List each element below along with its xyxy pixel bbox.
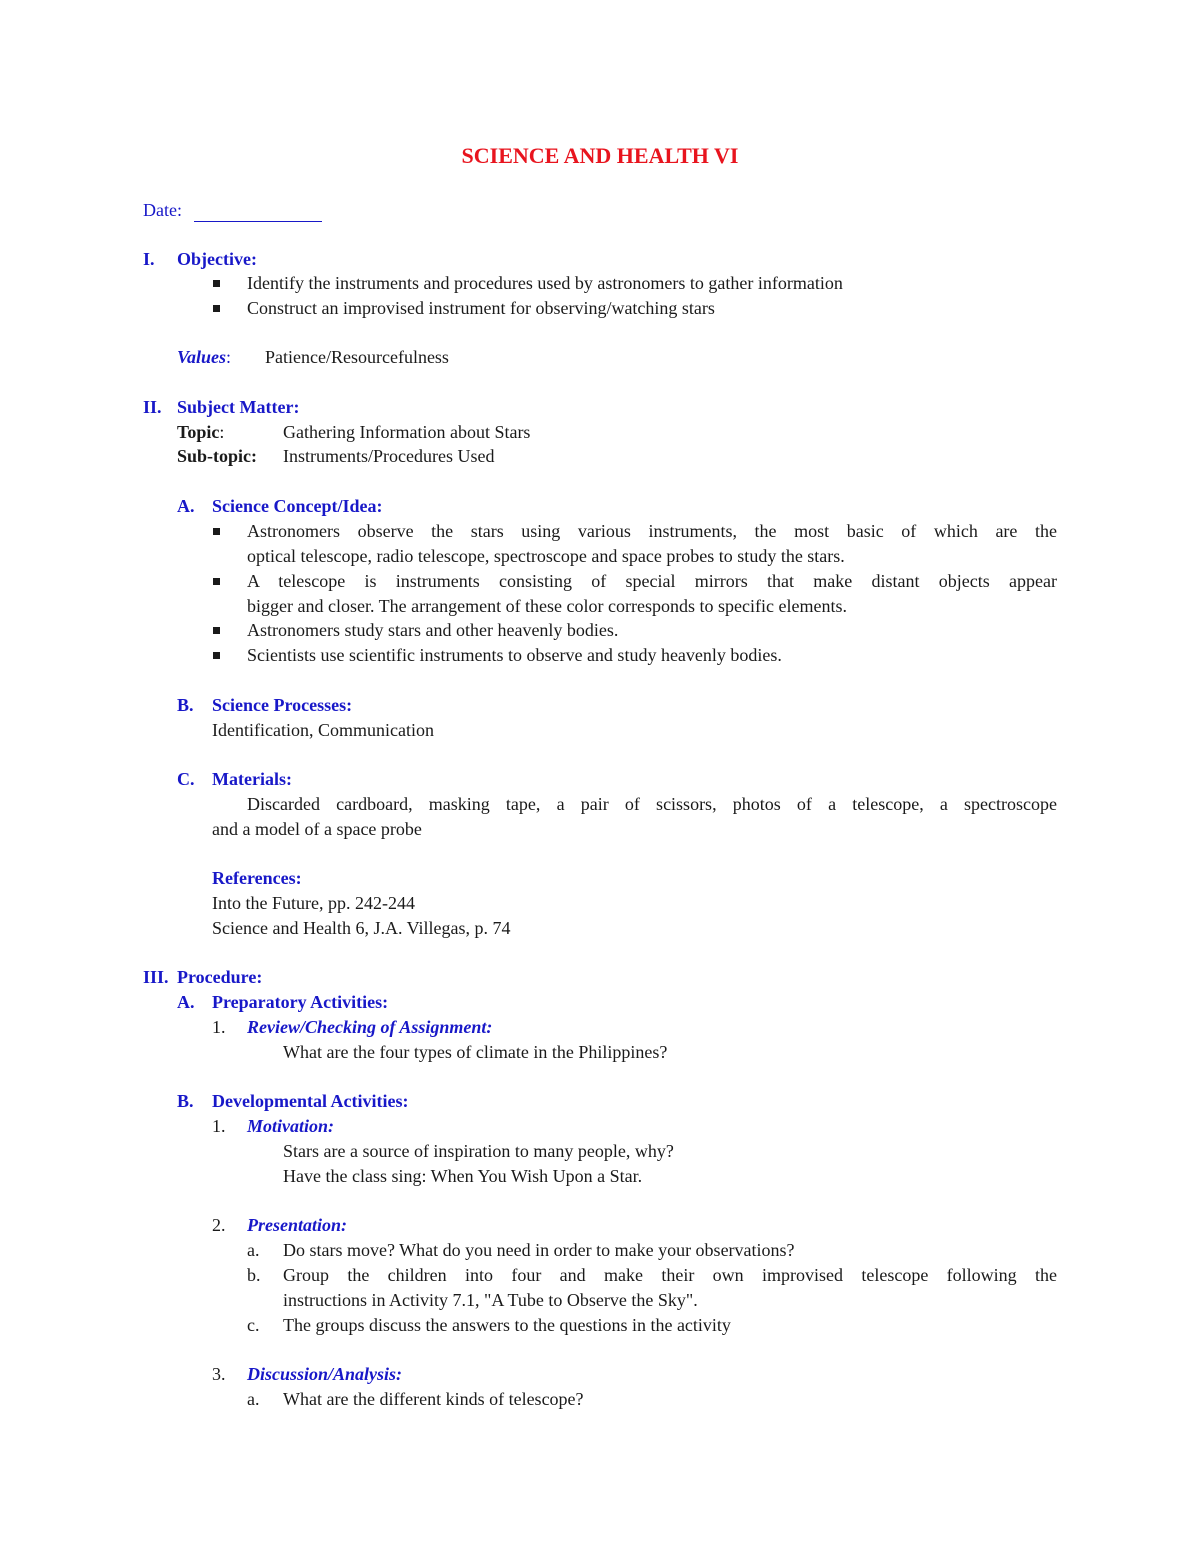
bullet-icon xyxy=(213,280,220,287)
concept-bullet-1-cont: optical telescope, radio telescope, spectroscope and space probes to study the stars. xyxy=(247,546,845,566)
topic-label-line xyxy=(177,420,224,444)
objective-heading: Objective: xyxy=(177,249,257,269)
science-processes-heading: Science Processes: xyxy=(212,695,353,715)
section-number-1: I. xyxy=(143,249,155,269)
concept-text: Scientists use scientific instruments to observe and study heavenly bodies. xyxy=(247,645,782,665)
motivation-line-1: Stars are a source of inspiration to many people, why? xyxy=(283,1141,674,1161)
subsection-letter-a: A. xyxy=(177,496,195,516)
materials-heading: Materials: xyxy=(212,769,292,789)
references-heading: References: xyxy=(212,868,302,888)
subsection-letter-c: C. xyxy=(177,769,195,789)
presentation-item-c: The groups discuss the answers to the questions in the activity xyxy=(283,1315,731,1335)
objective-text: Identify the instruments and procedures used by astronomers to gather information xyxy=(247,273,843,293)
topic-value: Gathering Information about Stars xyxy=(283,422,531,442)
concept-bullet-4 xyxy=(247,643,782,667)
motivation-heading: Motivation: xyxy=(247,1116,335,1136)
developmental-activities-heading: Developmental Activities: xyxy=(212,1091,409,1111)
section-number-3: III. xyxy=(143,967,169,987)
preparatory-activities-heading: Preparatory Activities: xyxy=(212,992,389,1012)
page-title: SCIENCE AND HEALTH VI xyxy=(461,143,739,168)
discussion-letter-a: a. xyxy=(247,1389,260,1409)
reference-2: Science and Health 6, J.A. Villegas, p. 74 xyxy=(212,918,511,938)
subsection-letter-b: B. xyxy=(177,695,194,715)
section-number-2: II. xyxy=(143,397,162,417)
date-blank-line xyxy=(194,203,322,222)
presentation-item-b-cont: instructions in Activity 7.1, "A Tube to Observe the Sky". xyxy=(283,1290,698,1310)
discussion-heading: Discussion/Analysis: xyxy=(247,1364,403,1384)
subtopic-value: Instruments/Procedures Used xyxy=(283,446,495,466)
discussion-number: 3. xyxy=(212,1364,226,1384)
concept-bullet-2 xyxy=(247,569,1057,593)
presentation-heading: Presentation: xyxy=(247,1215,348,1235)
presentation-letter-c: c. xyxy=(247,1315,260,1335)
concept-bullet-3 xyxy=(247,618,618,642)
values-colon: : xyxy=(226,347,232,367)
motivation-number: 1. xyxy=(212,1116,226,1136)
science-processes-text: Identification, Communication xyxy=(212,720,434,740)
presentation-letter-b: b. xyxy=(247,1265,261,1285)
bullet-icon xyxy=(213,627,220,634)
review-question: What are the four types of climate in the Philippines? xyxy=(283,1042,668,1062)
presentation-letter-a: a. xyxy=(247,1240,260,1260)
review-heading: Review/Checking of Assignment: xyxy=(247,1017,493,1037)
procedure-letter-b: B. xyxy=(177,1091,194,1111)
presentation-item-b: Group the children into four and make their own improvised telescope following the xyxy=(283,1265,1057,1285)
values-text: Patience/Resourcefulness xyxy=(265,347,449,367)
date-label: Date: xyxy=(143,200,182,220)
bullet-icon xyxy=(213,305,220,312)
objective-bullet-2 xyxy=(247,296,715,320)
bullet-icon xyxy=(213,578,220,585)
concept-text: A telescope is instruments consisting of special mirrors that make distant objects appear xyxy=(247,571,1057,591)
procedure-letter-a: A. xyxy=(177,992,195,1012)
procedure-heading: Procedure: xyxy=(177,967,263,987)
presentation-item-a: Do stars move? What do you need in order to make your observations? xyxy=(283,1240,795,1260)
concept-text: Astronomers observe the stars using various instruments, the most basic of which are the xyxy=(247,521,1057,541)
bullet-icon xyxy=(213,652,220,659)
materials-line-2: and a model of a space probe xyxy=(212,819,422,839)
objective-bullet-1 xyxy=(247,271,843,295)
presentation-number: 2. xyxy=(212,1215,226,1235)
motivation-line-2: Have the class sing: When You Wish Upon a Star. xyxy=(283,1166,643,1186)
materials-line-1: Discarded cardboard, masking tape, a pair of scissors, photos of a telescope, a spectroscope xyxy=(247,794,1057,814)
review-number: 1. xyxy=(212,1017,226,1037)
topic-colon: : xyxy=(219,422,225,442)
bullet-icon xyxy=(213,528,220,535)
discussion-item-a: What are the different kinds of telescope? xyxy=(283,1389,584,1409)
date-field xyxy=(143,198,322,222)
objective-text: Construct an improvised instrument for observing/watching stars xyxy=(247,298,715,318)
science-concept-heading: Science Concept/Idea: xyxy=(212,496,383,516)
concept-bullet-2-cont: bigger and closer. The arrangement of these color corresponds to specific elements. xyxy=(247,596,847,616)
topic-label: Topic xyxy=(177,422,220,442)
concept-bullet-1 xyxy=(247,519,1057,543)
concept-text: Astronomers study stars and other heavenly bodies. xyxy=(247,620,619,640)
subtopic-label: Sub-topic: xyxy=(177,446,258,466)
values-label: Values xyxy=(177,347,227,367)
subject-matter-heading: Subject Matter: xyxy=(177,397,300,417)
values-line xyxy=(177,345,231,369)
reference-1: Into the Future, pp. 242-244 xyxy=(212,893,415,913)
